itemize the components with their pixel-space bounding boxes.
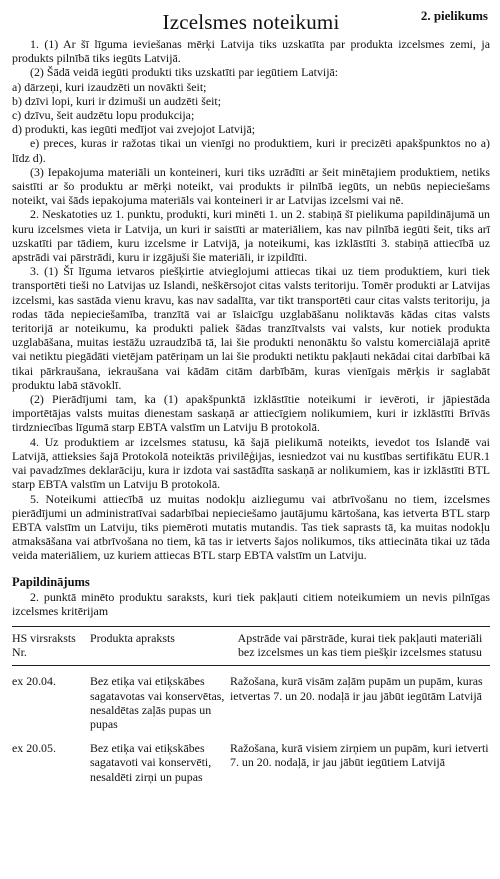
header-divider: [12, 666, 490, 675]
row-description: Bez etiķa vai etiķskābes sagatavoti vai konservēti, nesaldēti zirņi un pupas: [90, 741, 212, 784]
table-top-rule: [12, 626, 490, 627]
document-title: Izcelsmes noteikumi: [162, 10, 340, 34]
list-item-c: c) dzīvu, šeit audzētu lopu produkcija;: [12, 108, 195, 123]
paragraph-5: 5. Noteikumi attiecībā uz muitas nodokļu aizliegumu vai atbrīvošanu no tiem, izcelsmes pierādījumi un administratīvai sadarbībai nepieciešamo jautājumu kārtošana, kas ietverta BTL starp EBTA valstīm un Latviju, tiks piemēroti mutatis mutandis. Tas tiek saprasts tā, ka muitas nodokļu atmaksāšana vai atbrīvošana no tiem, kā tas ir ietverts šajos nolikumos, tiks attiecināta tikai uz tāda veida materiāliem, uz kuriem attiecas BTL starp EBTA valstīm un Latviju.: [12, 491, 490, 563]
list-item-e: e) preces, kuras ir ražotas tikai un vienīgi no produktiem, kuri ir precizēti apakšpunktos no a) līdz d).: [12, 136, 490, 165]
paragraph-3-2: (2) Pierādījumi tam, ka (1) apakšpunktā izklāstītie noteikumi ir ievēroti, ir jāpiestāda importētājas valsts muitas dienestam saskaņā ar attiecīgiem nolikumiem, kuri ir izklāstīti Brīvās tirdzniecības līgumā starp EBTA valstīm un Latviju B protokolā.: [12, 392, 490, 435]
row-hs-code: ex 20.04.: [12, 674, 56, 689]
paragraph-2: 2. Neskatoties uz 1. punktu, produkti, kuri minēti 1. un 2. stabiņā šī pielikuma papildinājumā un kuru izcelsmes vieta ir Latvija, un kuri ir saistīti ar materiāliem, kas nav pilnībā iegūti šeit, tiks arī uzskatīti par tādiem, kuru izcelsme ir Latvijā, ja noteikumi, kas izklāstīti 3. stabiņā attiecībā uz apstrādi vai pārstrādi, kuru ir izgājuši šie materiāli, ir izpildīti.: [12, 207, 490, 265]
row-rule: Ražošana, kurā visām zaļām pupām un pupām, kuras ietvertas 7. un 20. nodaļā ir jau jābūt iegūtām Latvijā: [230, 674, 483, 703]
supplement-intro: 2. punktā minēto produktu saraksts, kuri tiek pakļauti citiem noteikumiem un nevis pilnīgas izcelsmes kritērijam: [12, 589, 490, 618]
list-item-b: b) dzīvi lopi, kuri ir dzimuši un audzēti šeit;: [12, 93, 222, 108]
paragraph-1-3: (3) Iepakojuma materiāli un konteineri, kuri tiks uzrādīti ar šeit minētajiem produktiem, netiks saistīti ar šo produktu ar mērķi noteikt, vai produkts ir pilnībā iegūts, un nebūs nepieciešams noteikt, vai šāds iepakojuma materiāls vai konteineri ir ar Latvijas izcelsmi vai nē.: [12, 164, 490, 208]
supplement-heading: Papildinājums: [12, 574, 90, 589]
header-processing-rule: Apstrāde vai pārstrāde, kurai tiek pakļauti materiāli bez izcelsmes un kas tiem piešķir izcelsmes statusu: [237, 630, 483, 660]
paragraph-1-1: 1. (1) Ar šī līguma ieviešanas mērķi Latvija tiks uzskatīta par produkta izcelsmes zemi, ja produkts pilnībā tiks iegūts Latvijā.: [12, 37, 490, 66]
row-rule: Ražošana, kurā visiem zirņiem un pupām, kuri ietverti 7. un 20. nodaļā, ir jau jābūt iegūtiem Latvijā: [230, 741, 489, 770]
list-item-a: a) dārzeņi, kuri izaudzēti un novākti šeit;: [12, 79, 207, 94]
paragraph-4: 4. Uz produktiem ar izcelsmes statusu, kā šajā pielikumā noteikts, ievedot tos Islandē vai Latvijā, attieksies šajā Protokolā noteiktās privilēģijas, iesniedzot vai nu kustības sertifikātu EUR.1 vai pavadzīmes deklarāciju, kura ir izdota vai sastādīta saskaņā ar nolikumiem, kas ir izklāstīti BTL starp EBTA valstīm un Latviju B protokolā.: [12, 434, 490, 492]
row-description: Bez etiķa vai etiķskābes sagatavotas vai konservētas, nesaldētas zaļās pupas un pupas: [90, 674, 225, 731]
row-hs-code: ex 20.05.: [12, 741, 56, 756]
paragraph-3-1: 3. (1) Šī līguma ietvaros piešķirtie atvieglojumi attiecas tikai uz tiem produktiem, kuri tiek transportēti tieši no Latvijas uz Islandi, neškērsojot citas valsts teritoriju. Tomēr produkti ar Latvijas izcelsmi, kas sastāda vienu kravu, kas nav sadalīta, var tikt transportēti caur citas valsts teritoriju, ja rodas tāda nepieciešamība, tranzītā vai ar īslaicīgu uzglabāšanu noliktavās kādas citas valsts teritorijā ar noteikumu, ka produkti paliek šādas tranzītvalsts vai valsts, kur notiek produkta uzglabāšana, muitas iestāžu uzraudzībā tā, lai šie produkti nenonāktu šo valstu komerciālajā apritē vai netiktu piegādāti vietējam patēriņam un lai šie produkti netiktu pakļauti nekādai citai darbībai kā tikai pārkraušana, iekraušana vai kādām citām darbībām, kuras vienīgais mērķis ir saglabāt produktu labā stāvoklī.: [12, 264, 490, 392]
product-table: [12, 631, 490, 794]
table-row: [12, 741, 490, 794]
list-item-d: d) produkti, kas iegūti medījot vai zvejojot Latvijā;: [12, 122, 256, 137]
paragraph-1-2: (2) Šādā veidā iegūti produkti tiks uzskatīti par iegūtiem Latvijā:: [30, 65, 339, 80]
table-row: [12, 674, 490, 741]
header-hs-number: HS virsraksts Nr.: [12, 630, 76, 660]
header-product-description: Produkta apraksts: [90, 630, 175, 645]
annex-label: 2. pielikums: [420, 8, 488, 23]
table-header-row: [12, 631, 490, 666]
